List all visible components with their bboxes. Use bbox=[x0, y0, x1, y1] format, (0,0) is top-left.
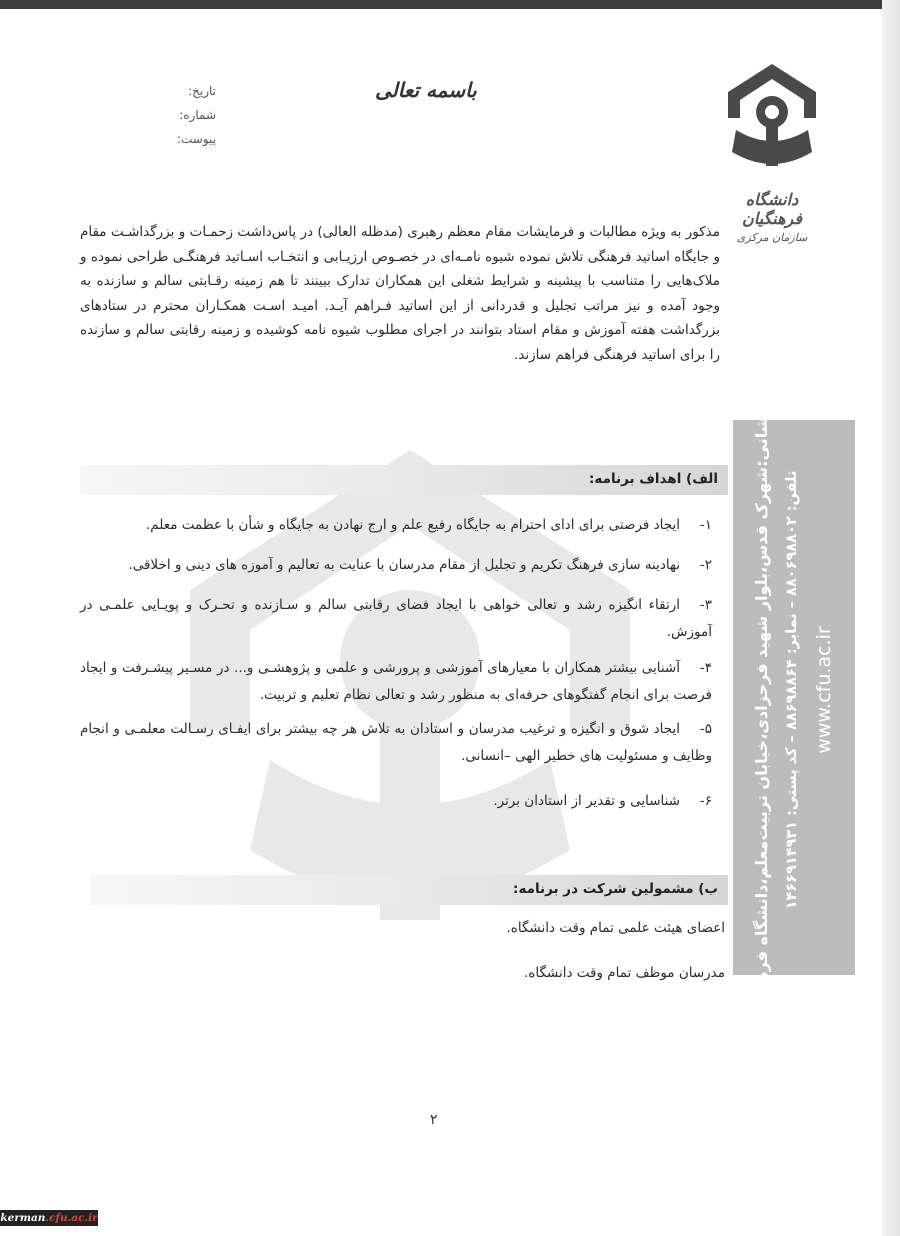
goal-item bbox=[80, 592, 712, 646]
goal-item bbox=[80, 788, 712, 815]
footer-badge-suffix: .cfu.ac.ir bbox=[45, 1212, 98, 1224]
section-goals-title: الف) اهداف برنامه: bbox=[589, 471, 718, 487]
section-participants-header bbox=[90, 875, 728, 905]
page-number: ۲ bbox=[430, 1112, 438, 1128]
sidebar-phone: تلفن: ۸۸۰۶۹۸۸۰۲ – نمابر: ۸۸۶۹۸۸۶۴ – کد پستی: ۱۴۶۶۹۱۴۹۳۱ bbox=[784, 470, 800, 910]
logo-title: دانشگاه فرهنگیان bbox=[741, 190, 803, 228]
section-goals-header bbox=[80, 465, 728, 495]
footer-site-badge bbox=[0, 1210, 98, 1226]
goal-text: آشنایی بیشتر همکاران با معیارهای آموزشی و پرورشی و علمی و پژوهشـی و... در مسـیر پیشـرفت و ایجاد فرصت برای انجام گفتگوهای حرفه‌ای به منظور رشد و تعالی نظام تعلیم و تربیت. bbox=[80, 660, 712, 703]
goal-text: شناسایی و تقدیر از استادان برتر. bbox=[493, 793, 680, 809]
goal-number: ۵- bbox=[699, 721, 712, 737]
attachment-label: پیوست: bbox=[176, 132, 216, 146]
letter-meta bbox=[177, 79, 216, 151]
goal-number: ۱- bbox=[699, 517, 712, 533]
goal-text: ایجاد فرصتی برای ادای احترام به جایگاه رفیع علم و ارج نهادن به جایگاه و شأن با عظمت معلم. bbox=[146, 517, 680, 533]
participant-item: اعضای هیئت علمی تمام وقت دانشگاه. bbox=[506, 920, 725, 936]
sidebar-address: نشانی:شهرک قدس،بلوار شهید فرحزادی،خیابان تربیت‌معلم،دانشگاه فرهنگیان bbox=[752, 410, 771, 1025]
logo-subtitle: سازمان مرکزی bbox=[736, 231, 808, 244]
intro-paragraph: مذکور به ویژه مطالبات و فرمایشات مقام معظم رهبری (مدظله العالی) در پاس‌داشت زحمـات و بزرگداشـت مقام و جایگاه اساتید فرهنگی تلاش نموده شیوه نامـه‌ای در خصـوص ارزیـابی و انتخـاب اسـاتید فرهنگـی طراحی نموده و ملاک‌هایی را متناسب با پیشینه و شرایط شغلی این همکاران تدارک ببینند تا هم زمینه رقـابتی سالم و سازنده به وجود آمده و نیز مراتب تجلیل و قدردانی از این اساتید فـراهم آیـد. امیـد اسـت همکـاران محترم در ستادهای بزرگداشت هفته آموزش و مقام استاد بتوانند در اجرای مطلوب شیوه نامه کوشیده و زمینه رقابتی سالم و سازنده را برای اساتید فرهنگی فراهم سازند. bbox=[80, 224, 720, 363]
goal-text: نهادینه سازی فرهنگ تکریم و تجلیل از مقام مدرسان با عنایت به تعالیم و آموزه های دینی و اخلاقی. bbox=[128, 557, 680, 573]
sidebar-website: www.cfu.ac.ir bbox=[813, 626, 835, 754]
footer-badge-prefix: kerman bbox=[0, 1212, 46, 1224]
number-label: شماره: bbox=[179, 108, 216, 122]
university-logo bbox=[722, 60, 822, 180]
goal-item bbox=[80, 655, 712, 709]
participant-item: مدرسان موظف تمام وقت دانشگاه. bbox=[523, 965, 725, 981]
section-participants-title: ب) مشمولین شرکت در برنامه: bbox=[513, 881, 718, 897]
goal-text: ایجاد شوق و انگیزه و ترغیب مدرسان و استادان به تلاش هر چه بیشتر برای ایفـای رسـالت معلمـی و انجام وظایف و مسئولیت های خطیر الهی –انسانی. bbox=[80, 721, 712, 764]
scan-edge-top bbox=[0, 0, 900, 9]
scan-edge-right bbox=[882, 0, 900, 1236]
goal-text: ارتقاء انگیزه رشد و تعالی خواهی با ایجاد فضای رقابتی سالم و سـازنده و تحـرک و پویـایی علمـی در آموزش. bbox=[80, 597, 712, 640]
goal-number: ۲- bbox=[699, 557, 712, 573]
logo-caption bbox=[722, 190, 822, 244]
goal-item bbox=[80, 552, 712, 579]
goal-number: ۶- bbox=[699, 793, 712, 809]
bismillah-heading: باسمه تعالی bbox=[375, 78, 477, 102]
goal-item bbox=[80, 512, 712, 539]
contact-sidebar-text bbox=[747, 410, 841, 1025]
goal-item bbox=[80, 716, 712, 770]
goal-number: ۴- bbox=[699, 660, 712, 676]
goal-number: ۳- bbox=[699, 597, 712, 613]
date-label: تاریخ: bbox=[188, 84, 216, 98]
